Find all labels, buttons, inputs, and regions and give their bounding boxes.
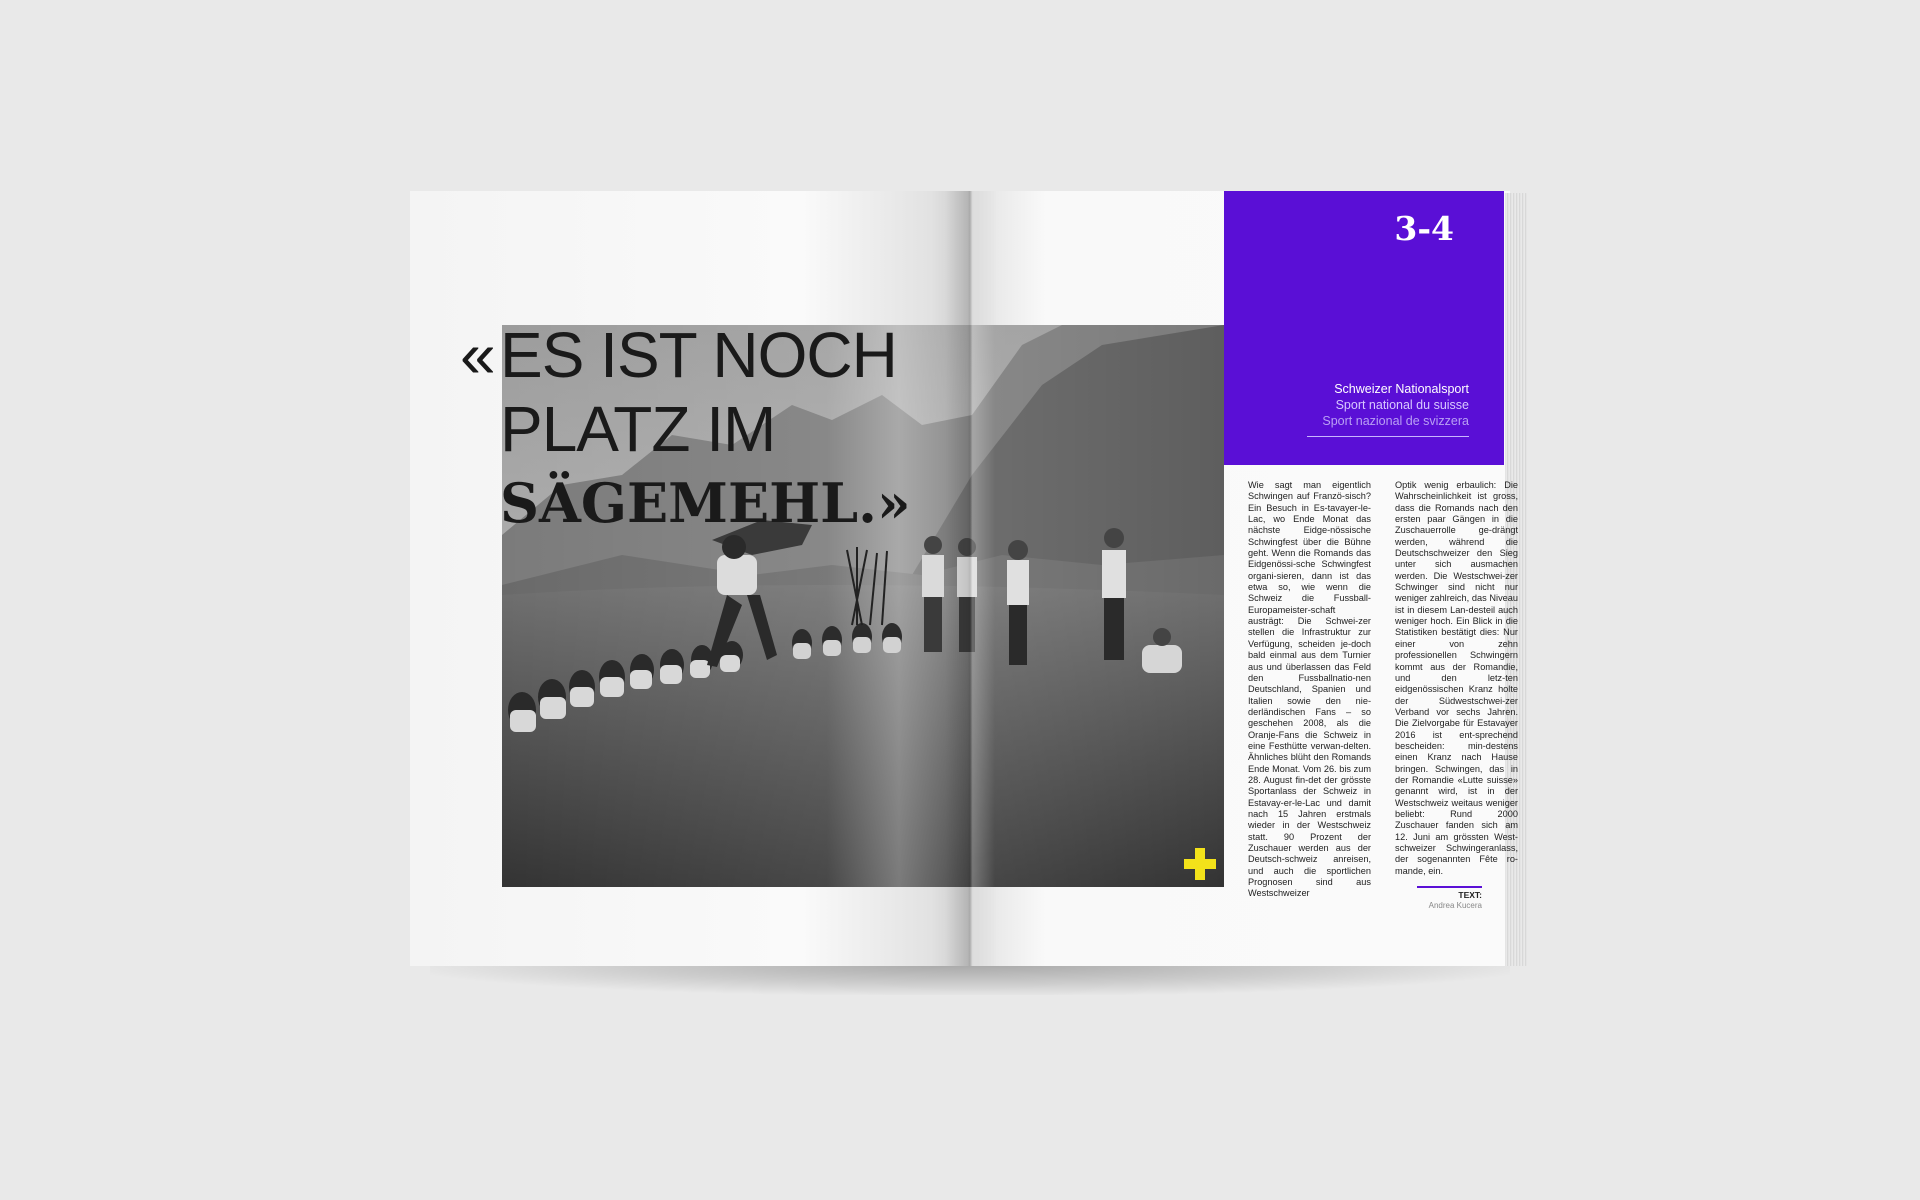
section-header-block bbox=[1224, 191, 1504, 465]
section-subtitles bbox=[1322, 381, 1469, 429]
headline bbox=[460, 318, 980, 540]
headline-line-3: SÄGEMEHL.» bbox=[500, 471, 911, 535]
plus-icon bbox=[1184, 848, 1216, 880]
subtitle-german: Schweizer Nationalsport bbox=[1334, 382, 1469, 396]
body-column-1: Wie sagt man eigentlich Schwingen auf Franzö-sisch? Ein Besuch in Es-tavayer-le-Lac, wo Ende Monat das nächste Eidge-nössische Schwingfest über die Bühne geht. Wenn die Romands das Eidgenössi-sche Schwingfest organi-sieren, dann ist das etwa so, wie wenn die Schweiz die Fussball-Europameister-schaft austrägt: Die Schwei-zer stellen die Infrastruktur zur Verfügung, scheiden je-doch bald einmal aus dem Turnier aus und überlassen das Feld den Fussballnatio-nen Deutschland, Spanien und Italien sowie den nie-derländischen Fans – so geschehen 2008, als die Oranje-Fans die Schweiz in eine Festhütte verwan-delten. Ähnliches blüht den Romands Ende Monat. Vom 26. bis zum 28. August fin-det der grösste Sportanlass der Schweiz in Estavay-er-le-Lac und damit nach 15 Jahren erstmals wieder in der Westschweiz statt. 90 Prozent der Zuschauer werden aus der Deutsch-schweiz anreisen, und auch die sportlichen Prognosen sind aus Westschweizer bbox=[1248, 480, 1371, 899]
subtitle-french: Sport national du suisse bbox=[1335, 398, 1469, 412]
page-number: 3-4 bbox=[1394, 209, 1454, 248]
credit-author: Andrea Kucera bbox=[1428, 901, 1482, 910]
headline-open-quote: « bbox=[460, 319, 496, 391]
headline-line-2: PLATZ IM bbox=[500, 393, 776, 465]
subtitle-romansh: Sport nazional de svizzera bbox=[1322, 414, 1469, 428]
credit-label: TEXT: bbox=[1458, 890, 1482, 900]
credit-rule bbox=[1417, 886, 1482, 888]
body-column-2: Optik wenig erbaulich: Die Wahrscheinlichkeit ist gross, dass die Romands nach den ersten paar Gängen in die Zuschauerrolle ge-drängt werden, während die Deutschschweizer den Sieg unter sich ausmachen werden. Die Westschwei-zer Schwinger sind nicht nur weniger zahlreich, das Niveau ist in diesem Lan-desteil auch weniger hoch. Ein Blick in die Statistiken bestätigt dies: Nur einer von zehn professionellen Schwingern kommt aus der Romandie, und den letz-ten eidgenössischen Kranz holte der Südwestschwei-zer Verband vor sechs Jahren. Die Zielvorgabe für Estavayer 2016 ist ent-sprechend bescheiden: min-destens einen Kranz nach Hause bringen. Schwingen, das in der Romandie «Lutte suisse» genannt wird, ist in der Westschweiz weitaus weniger beliebt: Rund 2000 Zuschauer fanden sich am 12. Juni am grössten West-schweizer Schwingeranlass, der sogenannten Fête ro-mande, ein. bbox=[1395, 480, 1518, 876]
headline-line-1: ES IST NOCH bbox=[500, 319, 897, 391]
subtitle-rule bbox=[1307, 436, 1469, 437]
